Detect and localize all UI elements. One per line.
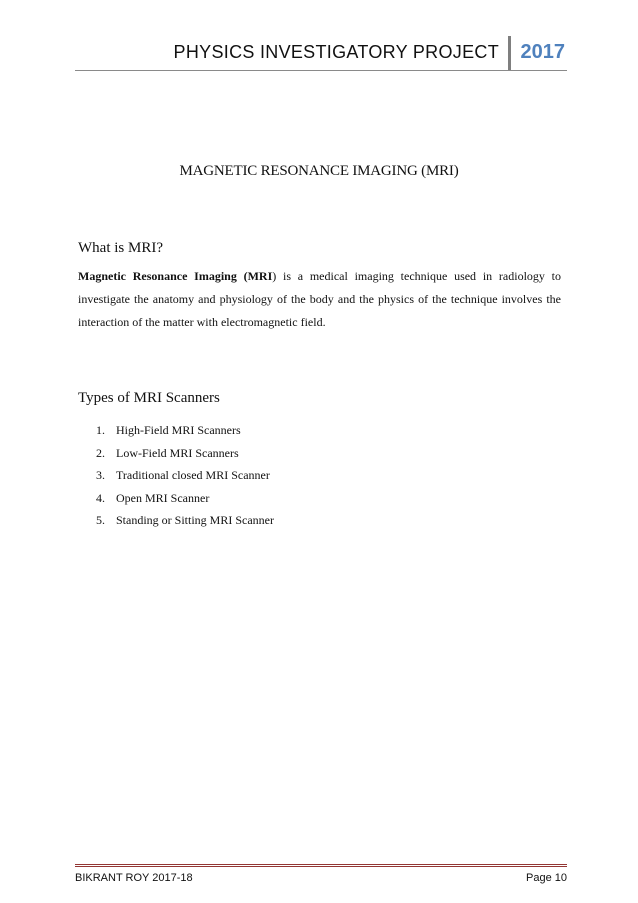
list-text: Standing or Sitting MRI Scanner	[116, 513, 274, 527]
list-number: 5.	[96, 513, 105, 527]
list-number: 4.	[96, 490, 105, 505]
document-title: MAGNETIC RESONANCE IMAGING (MRI)	[179, 163, 459, 179]
list-text: Low-Field MRI Scanners	[116, 445, 239, 460]
header-year: 2017	[520, 41, 565, 63]
page-footer	[75, 864, 567, 884]
footer-author: BIKRANT ROY 2017-18	[75, 872, 193, 884]
header-title: PHYSICS INVESTIGATORY PROJECT	[173, 42, 499, 62]
list-number: 1.	[96, 423, 105, 437]
footer-page-number: Page 10	[526, 872, 567, 884]
list-number: 3.	[96, 468, 105, 482]
mri-term-close: )	[272, 269, 277, 283]
list-number: 2.	[96, 445, 105, 460]
mri-definition-paragraph	[78, 265, 561, 334]
list-item	[96, 491, 274, 514]
list-text: Traditional closed MRI Scanner	[116, 468, 270, 482]
list-text: High-Field MRI Scanners	[116, 423, 241, 437]
mri-definition-text: is a medical imaging technique used in radiology to investigate the anatomy and physiology of the body and the physics of the technique involves the interaction of the matter with electromagnetic field.	[78, 269, 561, 329]
list-item	[96, 468, 274, 491]
header-divider	[508, 36, 511, 70]
list-item	[96, 513, 274, 536]
list-text: Open MRI Scanner	[116, 490, 210, 505]
list-item	[96, 446, 274, 469]
mri-term: Magnetic Resonance Imaging (MRI	[78, 269, 273, 283]
section-heading-types: Types of MRI Scanners	[78, 390, 220, 406]
page-header	[75, 36, 567, 71]
section-heading-what-is-mri: What is MRI?	[78, 240, 163, 256]
list-item	[96, 423, 274, 446]
scanner-types-list	[96, 423, 274, 536]
